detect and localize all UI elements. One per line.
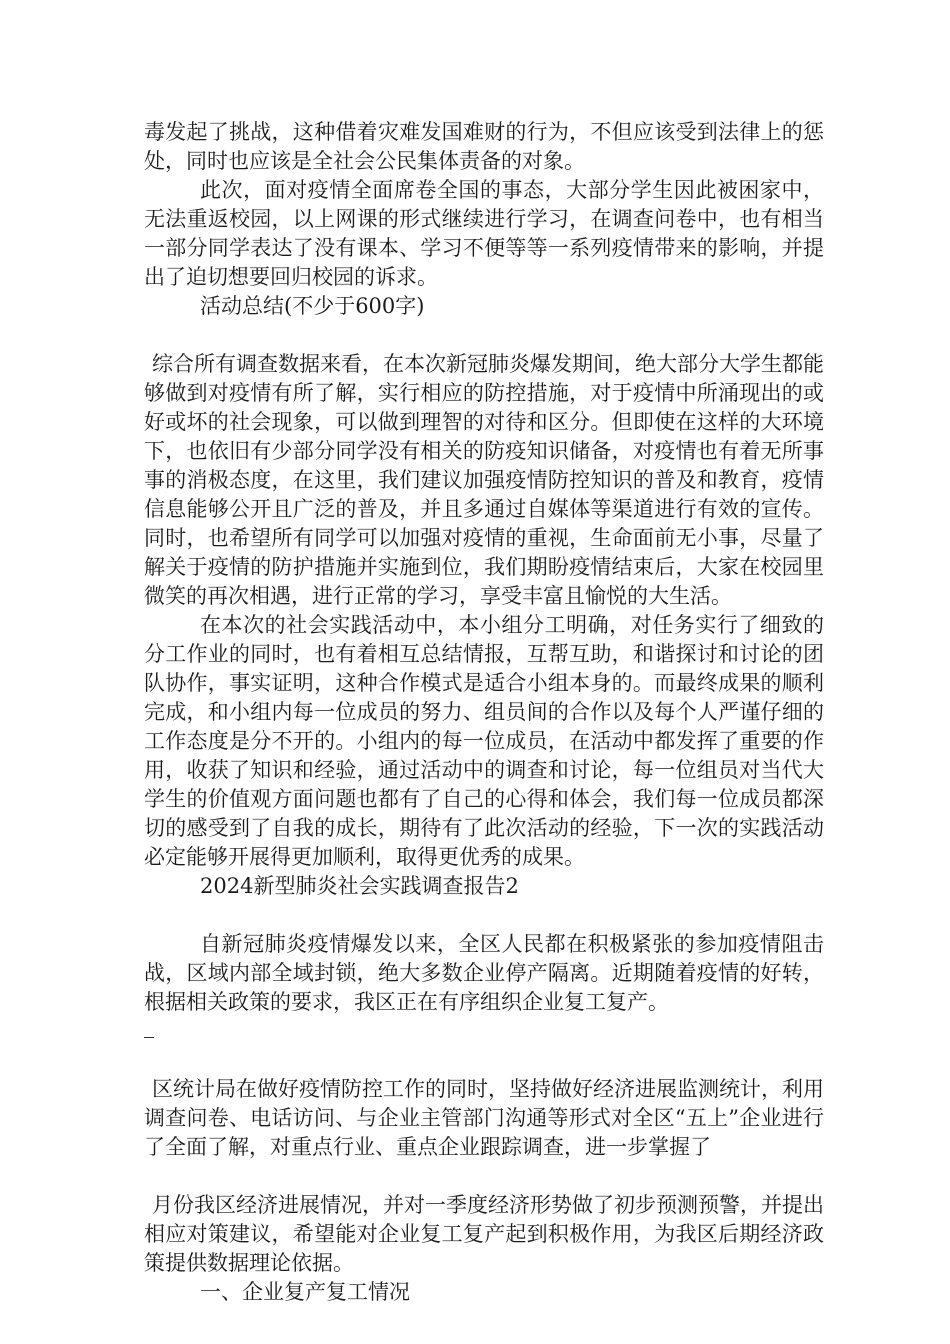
section-heading-activity-summary: 活动总结(不少于600字) [200,294,425,318]
divider-dash [144,1017,824,1046]
paragraph-outbreak: 自新冠肺炎疫情爆发以来，全区人民都在积极紧张的参加疫情阻击战，区域内部全域封锁，绝大多数企业停产隔离。近期随着疫情的好转，根据相关政策的要求，我区正在有序组织企业复工复产。 [144,932,824,1014]
document-body [144,118,824,1307]
paragraph-statistics-bureau: 区统计局在做好疫情防控工作的同时，坚持做好经济进展监测统计，利用调查问卷、电话访问、与企业主管部门沟通等形式对全区“五上”企业进行了全面了解，对重点行业、重点企业跟踪调查，进一步掌握了 [144,1077,824,1159]
report-title: 2024新型肺炎社会实践调查报告2 [200,874,519,898]
paragraph-economic-situation: 月份我区经济进展情况，并对一季度经济形势做了初步预测预警，并提出相应对策建议，希望能对企业复工复产起到积极作用，为我区后期经济政策提供数据理论依据。 [144,1193,824,1275]
paragraph-teamwork: 在本次的社会实践活动中，本小组分工明确，对任务实行了细致的分工作业的同时，也有着相互总结情报，互帮互助，和谐探讨和讨论的团队协作，事实证明，这种合作模式是适合小组本身的。而最终成果的顺利完成，和小组内每一位成员的努力、组员间的合作以及每个人严谨仔细的工作态度是分不开的。小组内的每一位成员，在活动中都发挥了重要的作用，收获了知识和经验，通过活动中的调查和讨论，每一位组员对当代大学生的价值观方面问题也都有了自己的心得和体会，我们每一位成员都深切的感受到了自我的成长，期待有了此次活动的经验，下一次的实践活动必定能够开展得更加顺利，取得更优秀的成果。 [144,613,824,869]
paragraph-students-home: 此次，面对疫情全面席卷全国的事态，大部分学生因此被困家中，无法重返校园，以上网课的形式继续进行学习，在调查问卷中，也有相当一部分同学表达了没有课本、学习不便等等一系列疫情带来的影响，并提出了迫切想要回归校园的诉求。 [144,178,824,289]
paragraph-continuation: 毒发起了挑战，这种借着灾难发国难财的行为，不但应该受到法律上的惩处，同时也应该是全社会公民集体责备的对象。 [144,120,824,173]
section-heading-resumption: 一、企业复产复工情况 [200,1280,410,1304]
paragraph-summary: 综合所有调查数据来看，在本次新冠肺炎爆发期间，绝大部分大学生都能够做到对疫情有所了解，实行相应的防控措施，对于疫情中所涌现出的或好或坏的社会现象，可以做到理智的对待和区分。但即使在这样的大环境下，也依旧有少部分同学没有相关的防疫知识储备，对疫情也有着无所事事的消极态度，在这里，我们建议加强疫情防控知识的普及和教育，疫情信息能够公开且广泛的普及，并且多通过自媒体等渠道进行有效的宣传。同时，也希望所有同学可以加强对疫情的重视，生命面前无小事，尽量了解关于疫情的防护措施并实施到位，我们期盼疫情结束后，大家在校园里微笑的再次相遇，进行正常的学习，享受丰富且愉悦的大生活。 [144,352,824,608]
